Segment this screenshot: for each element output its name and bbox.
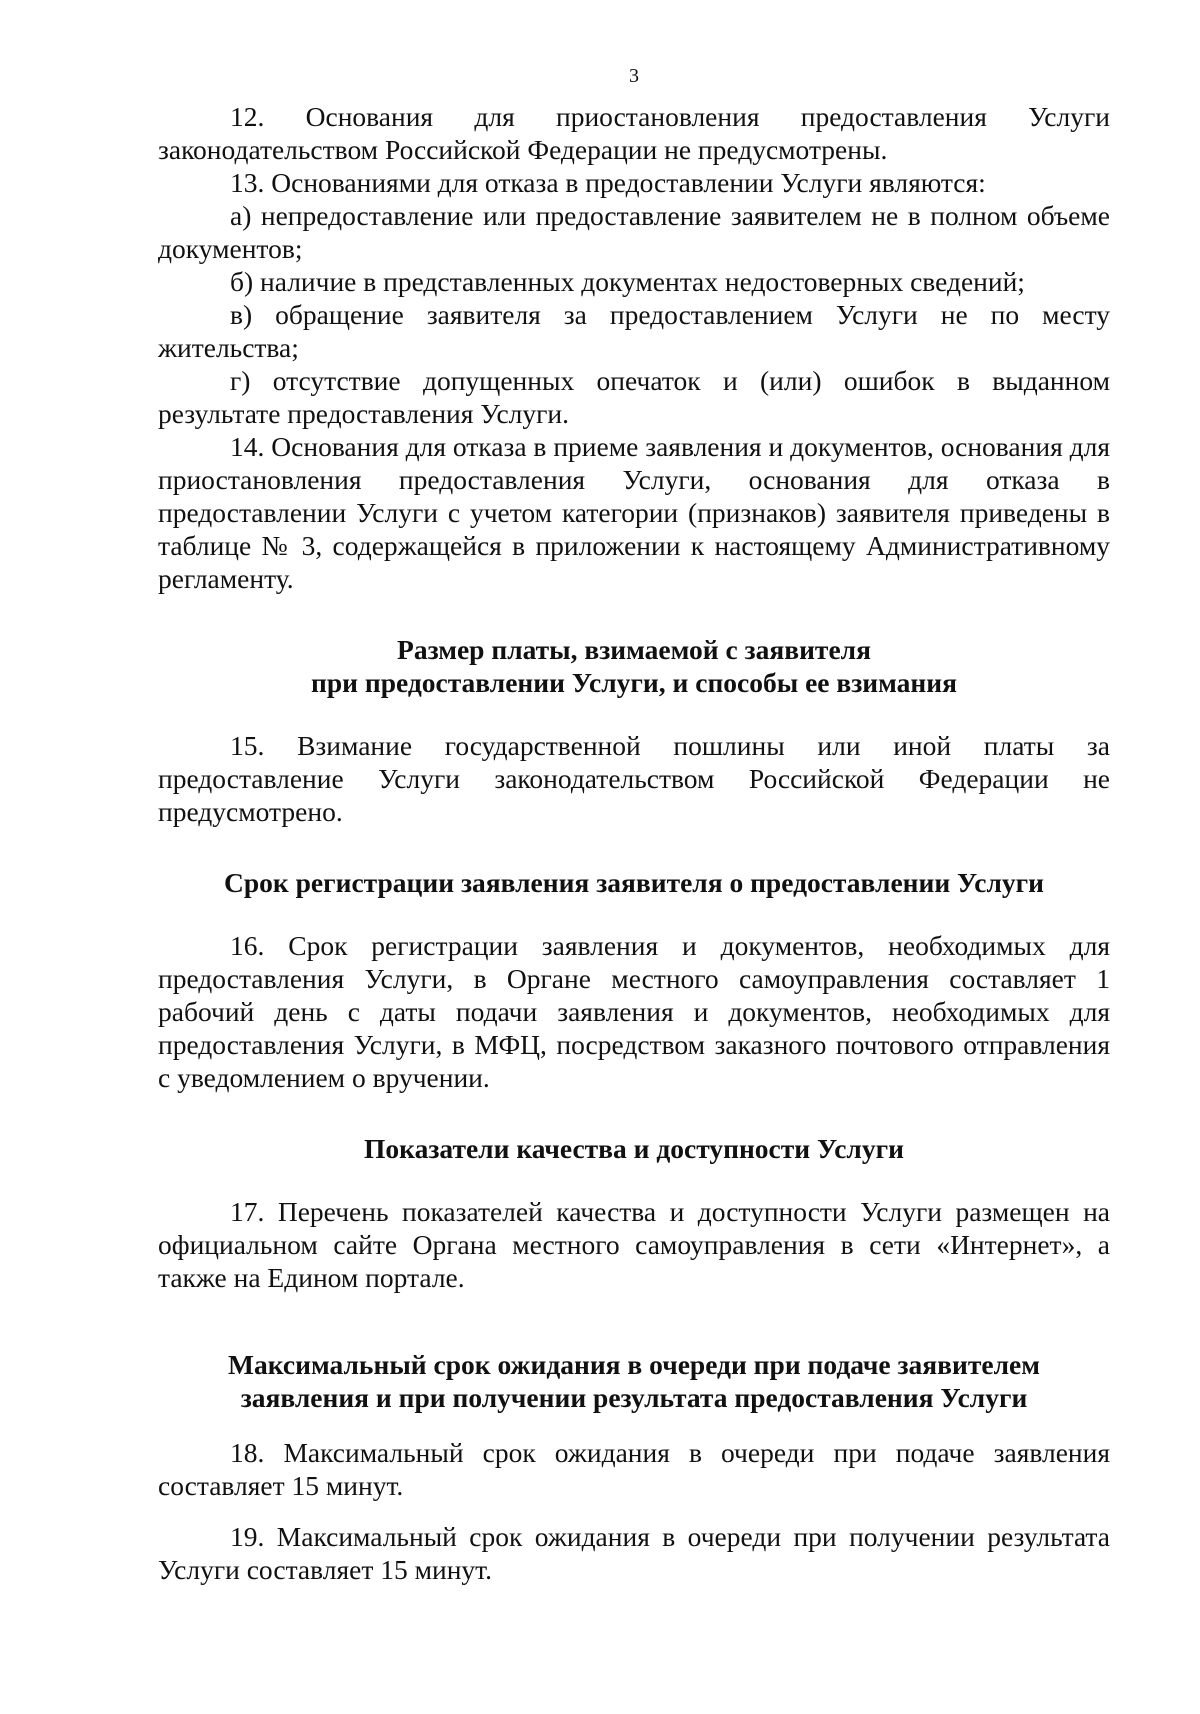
section-heading-registration: Срок регистрации заявления заявителя о предоставлении Услуги [223,867,1044,898]
page-number: 3 [629,65,639,87]
heading-line: заявления и при получении результата предоставления Услуги [240,1382,1028,1413]
section-heading-quality: Показатели качества и доступности Услуги [364,1133,904,1164]
paragraph-17: 17. Перечень показателей качества и доступности Услуги размещен на официальном сайте Органа местного самоуправления в сети «Интернет», а также на Едином портале. [158,1196,1110,1293]
paragraph-13-v: в) обращение заявителя за предоставлением Услуги не по месту жительства; [158,299,1110,363]
paragraph-13-a: а) непредоставление или предоставление заявителем не в полном объеме документов; [158,200,1110,264]
section-heading-queue [158,1348,1110,1414]
paragraph-13-g: г) отсутствие допущенных опечаток и (или) ошибок в выданном результате предоставления Услуги. [158,365,1110,429]
section-heading-fee [158,633,1110,699]
document-body [158,100,1110,1586]
paragraph-16: 16. Срок регистрации заявления и документов, необходимых для предоставления Услуги, в Органе местного самоуправления составляет 1 рабочий день с даты подачи заявления и документов, необходимых для предоставления Услуги, в МФЦ, посредством заказного почтового отправления с уведомлением о вручении. [158,930,1110,1093]
heading-line: при предоставлении Услуги, и способы ее взимания [311,667,957,698]
paragraph-15: 15. Взимание государственной пошлины или иной платы за предоставление Услуги законодательством Российской Федерации не предусмотрено. [158,730,1110,827]
heading-line: Размер платы, взимаемой с заявителя [397,634,871,665]
paragraph-13-b: б) наличие в представленных документах недостоверных сведений; [230,266,1025,297]
paragraph-13: 13. Основаниями для отказа в предоставлении Услуги являются: [230,167,986,198]
document-page [158,0,1110,1714]
paragraph-19: 19. Максимальный срок ожидания в очереди при получении результата Услуги составляет 15 минут. [158,1521,1110,1585]
paragraph-14: 14. Основания для отказа в приеме заявления и документов, основания для приостановления предоставления Услуги, основания для отказа в предоставлении Услуги с учетом категории (признаков) заявителя приведены в таблице № 3, содержащейся в приложении к настоящему Административному регламенту. [158,431,1110,594]
paragraph-12: 12. Основания для приостановления предоставления Услуги законодательством Российской Федерации не предусмотрены. [158,101,1110,165]
heading-line: Максимальный срок ожидания в очереди при подаче заявителем [228,1349,1040,1380]
paragraph-18: 18. Максимальный срок ожидания в очереди при подаче заявления составляет 15 минут. [158,1437,1110,1501]
